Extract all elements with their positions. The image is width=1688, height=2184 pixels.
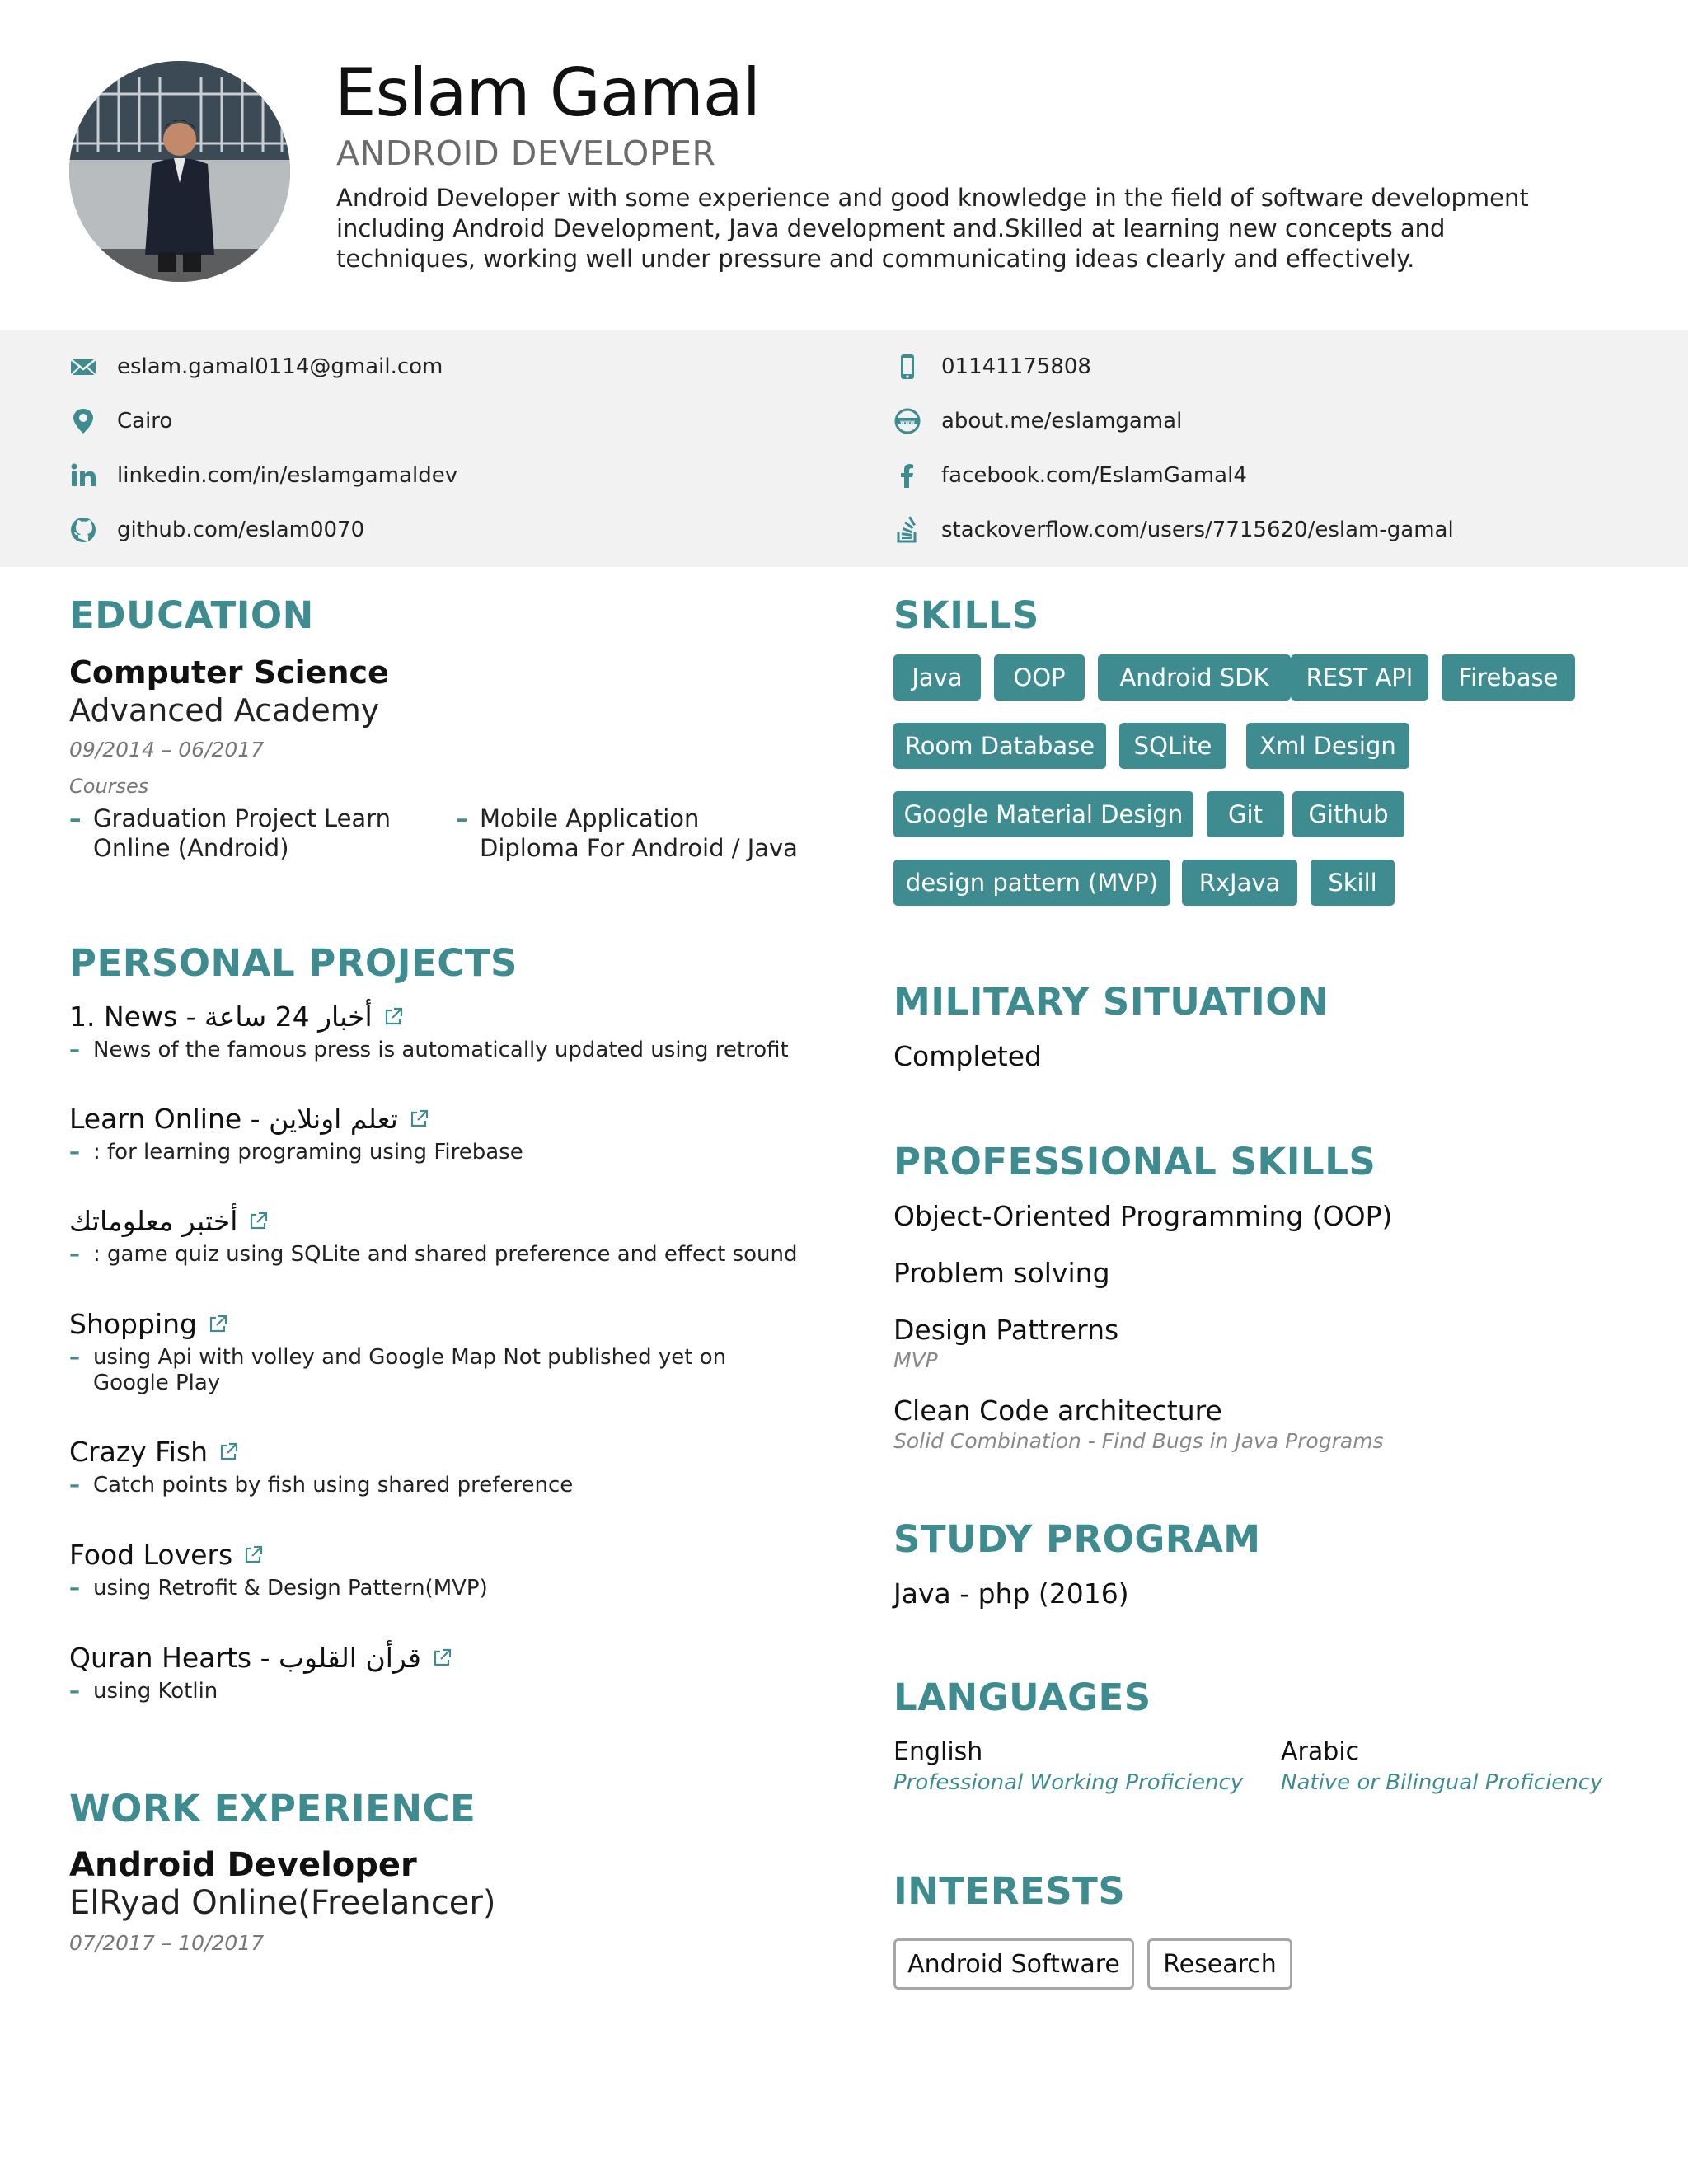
person-name: Eslam Gamal	[335, 54, 761, 131]
project-description-text: using Api with volley and Google Map Not published yet on Google Play	[93, 1345, 727, 1395]
contact-website[interactable]	[893, 405, 1182, 438]
project-title[interactable]	[69, 1103, 811, 1135]
professional-skill-note: Solid Combination - Find Bugs in Java Programs	[893, 1429, 1384, 1453]
project-description-text: using Retrofit & Design Pattern(MVP)	[93, 1576, 488, 1601]
project-title-text: Learn Online - تعلم اونلاين	[69, 1103, 398, 1135]
languages-heading: LANGUAGES	[893, 1675, 1151, 1719]
project-title-text: 1. News - أخبار 24 ساعة	[69, 1001, 373, 1033]
project-title-text: Food Lovers	[69, 1539, 233, 1571]
language-name: English	[893, 1737, 983, 1766]
course-text: Graduation Project Learn Online (Android)	[93, 804, 391, 862]
stackoverflow-icon	[893, 516, 921, 544]
language-level: Native or Bilingual Proficiency	[1281, 1770, 1603, 1795]
skill-tag: RxJava	[1182, 860, 1297, 906]
contact-facebook[interactable]	[893, 459, 1247, 492]
work-title: Android Developer	[69, 1846, 417, 1884]
skill-tag: OOP	[994, 654, 1085, 701]
project-title-text: Crazy Fish	[69, 1436, 209, 1468]
bullet-dash: –	[69, 1679, 80, 1704]
bullet-dash: –	[69, 1038, 80, 1062]
project-title[interactable]	[69, 1642, 811, 1674]
skills-heading: SKILLS	[893, 593, 1039, 637]
external-link-icon[interactable]	[408, 1108, 429, 1130]
project-description	[69, 1473, 811, 1498]
interest-tag: Research	[1147, 1938, 1292, 1990]
contact-phone-text: 01141175808	[941, 354, 1091, 379]
skill-tag: Android SDK	[1098, 654, 1291, 701]
professional-skill: Design Pattrerns	[893, 1314, 1119, 1346]
contact-stackoverflow-text: stackoverflow.com/users/7715620/eslam-gamal	[941, 518, 1454, 542]
bullet-dash: –	[456, 804, 468, 832]
skill-tag: Google Material Design	[893, 791, 1193, 837]
external-link-icon[interactable]	[382, 1006, 404, 1028]
contact-stackoverflow[interactable]	[893, 513, 1454, 546]
interest-tag: Android Software	[893, 1938, 1134, 1990]
github-icon	[69, 516, 97, 544]
skill-tag: SQLite	[1119, 723, 1226, 769]
project-title-text: أختبر معلوماتك	[69, 1205, 238, 1237]
professional-skill: Clean Code architecture	[893, 1394, 1222, 1427]
contact-location-text: Cairo	[117, 409, 173, 434]
skill-tag: Xml Design	[1246, 723, 1409, 769]
project-description-text: Catch points by fish using shared preference	[93, 1473, 574, 1497]
course-text: Mobile Application Diploma For Android / Java	[480, 804, 798, 862]
project-description	[69, 1038, 811, 1063]
professional-skill: Problem solving	[893, 1257, 1110, 1289]
contact-location	[69, 405, 172, 438]
skill-tag: Firebase	[1442, 654, 1575, 701]
work-company: ElRyad Online(Freelancer)	[69, 1884, 496, 1922]
military-status: Completed	[893, 1040, 1042, 1072]
external-link-icon[interactable]	[242, 1544, 264, 1566]
language-name: Arabic	[1281, 1737, 1360, 1766]
study-program-heading: STUDY PROGRAM	[893, 1517, 1261, 1561]
education-dates: 09/2014 – 06/2017	[69, 738, 265, 762]
study-program-value: Java - php (2016)	[893, 1577, 1129, 1610]
professional-skill: Object-Oriented Programming (OOP)	[893, 1200, 1393, 1232]
profile-photo	[69, 61, 290, 282]
globe-icon	[893, 407, 921, 435]
education-school: Advanced Academy	[69, 692, 380, 729]
bullet-dash: –	[69, 1140, 80, 1165]
svg-text:www: www	[899, 419, 916, 425]
contact-band	[0, 330, 1688, 567]
project-description	[69, 1345, 795, 1396]
project-title-text: Shopping	[69, 1308, 197, 1340]
military-heading: MILITARY SITUATION	[893, 980, 1329, 1024]
project-description-text: News of the famous press is automatically updated using retrofit	[93, 1038, 789, 1062]
project-item	[69, 1539, 811, 1601]
project-title-text: Quran Hearts - قرأن القلوب	[69, 1642, 421, 1674]
project-description-text: : for learning programing using Firebase	[93, 1140, 523, 1165]
project-description	[69, 1576, 811, 1601]
project-item	[69, 1308, 811, 1396]
external-link-icon[interactable]	[431, 1647, 452, 1669]
professional-skills-heading: PROFESSIONAL SKILLS	[893, 1140, 1376, 1183]
project-title[interactable]	[69, 1539, 811, 1571]
linkedin-icon	[69, 462, 97, 490]
contact-github[interactable]	[69, 513, 364, 546]
project-item	[69, 1436, 811, 1498]
contact-github-text: github.com/eslam0070	[117, 518, 365, 542]
project-title[interactable]	[69, 1308, 811, 1340]
external-link-icon[interactable]	[207, 1314, 228, 1335]
project-description	[69, 1242, 811, 1268]
project-description-text: : game quiz using SQLite and shared preference and effect sound	[93, 1242, 798, 1267]
map-pin-icon	[69, 407, 97, 435]
skill-tag: design pattern (MVP)	[893, 860, 1170, 906]
skill-tag: Github	[1292, 791, 1404, 837]
contact-email-text: eslam.gamal0114@gmail.com	[117, 354, 443, 379]
skill-tag: Room Database	[893, 723, 1106, 769]
external-link-icon[interactable]	[218, 1441, 239, 1463]
envelope-icon	[69, 353, 97, 381]
education-heading: EDUCATION	[69, 593, 314, 637]
skill-tag: REST API	[1291, 654, 1428, 701]
job-title: ANDROID DEVELOPER	[336, 134, 716, 173]
bullet-dash: –	[69, 804, 82, 832]
project-description	[69, 1679, 811, 1704]
contact-phone[interactable]	[893, 350, 1091, 383]
bullet-dash: –	[69, 1473, 80, 1497]
project-title[interactable]	[69, 1436, 811, 1468]
bullet-dash: –	[69, 1576, 80, 1601]
work-dates: 07/2017 – 10/2017	[69, 1931, 265, 1955]
bullet-dash: –	[69, 1242, 80, 1267]
contact-facebook-text: facebook.com/EslamGamal4	[941, 463, 1247, 488]
external-link-icon[interactable]	[247, 1211, 269, 1232]
contact-website-text: about.me/eslamgamal	[941, 409, 1183, 434]
course-item	[456, 804, 802, 863]
skill-tag: Skill	[1311, 860, 1395, 906]
course-item	[69, 804, 415, 863]
facebook-icon	[893, 462, 921, 490]
project-title[interactable]	[69, 1205, 811, 1237]
interests-heading: INTERESTS	[893, 1869, 1126, 1913]
project-description	[69, 1140, 811, 1165]
phone-icon	[893, 353, 921, 381]
project-description-text: using Kotlin	[93, 1679, 218, 1704]
profile-summary: Android Developer with some experience and good knowledge in the field of software development including Android Development, Java development and.Skilled at learning new concepts and techniques, working well under pressure and communicating ideas clearly and effectively.	[336, 184, 1529, 273]
projects-heading: PERSONAL PROJECTS	[69, 941, 518, 985]
contact-linkedin-text: linkedin.com/in/eslamgamaldev	[117, 463, 458, 488]
contact-email[interactable]	[69, 350, 443, 383]
language-level: Professional Working Proficiency	[893, 1770, 1244, 1795]
project-item	[69, 1001, 811, 1063]
contact-linkedin[interactable]	[69, 459, 457, 492]
education-degree: Computer Science	[69, 654, 389, 691]
avatar	[69, 61, 290, 282]
project-item	[69, 1642, 811, 1704]
skill-tag: Java	[893, 654, 981, 701]
professional-skill-note: MVP	[893, 1348, 938, 1372]
work-heading: WORK EXPERIENCE	[69, 1787, 476, 1830]
project-title[interactable]	[69, 1001, 811, 1033]
bullet-dash: –	[69, 1345, 80, 1370]
skill-tag: Git	[1207, 791, 1284, 837]
project-item	[69, 1103, 811, 1165]
resume-header	[0, 0, 1688, 330]
project-item	[69, 1205, 811, 1268]
courses-label: Courses	[69, 775, 149, 798]
